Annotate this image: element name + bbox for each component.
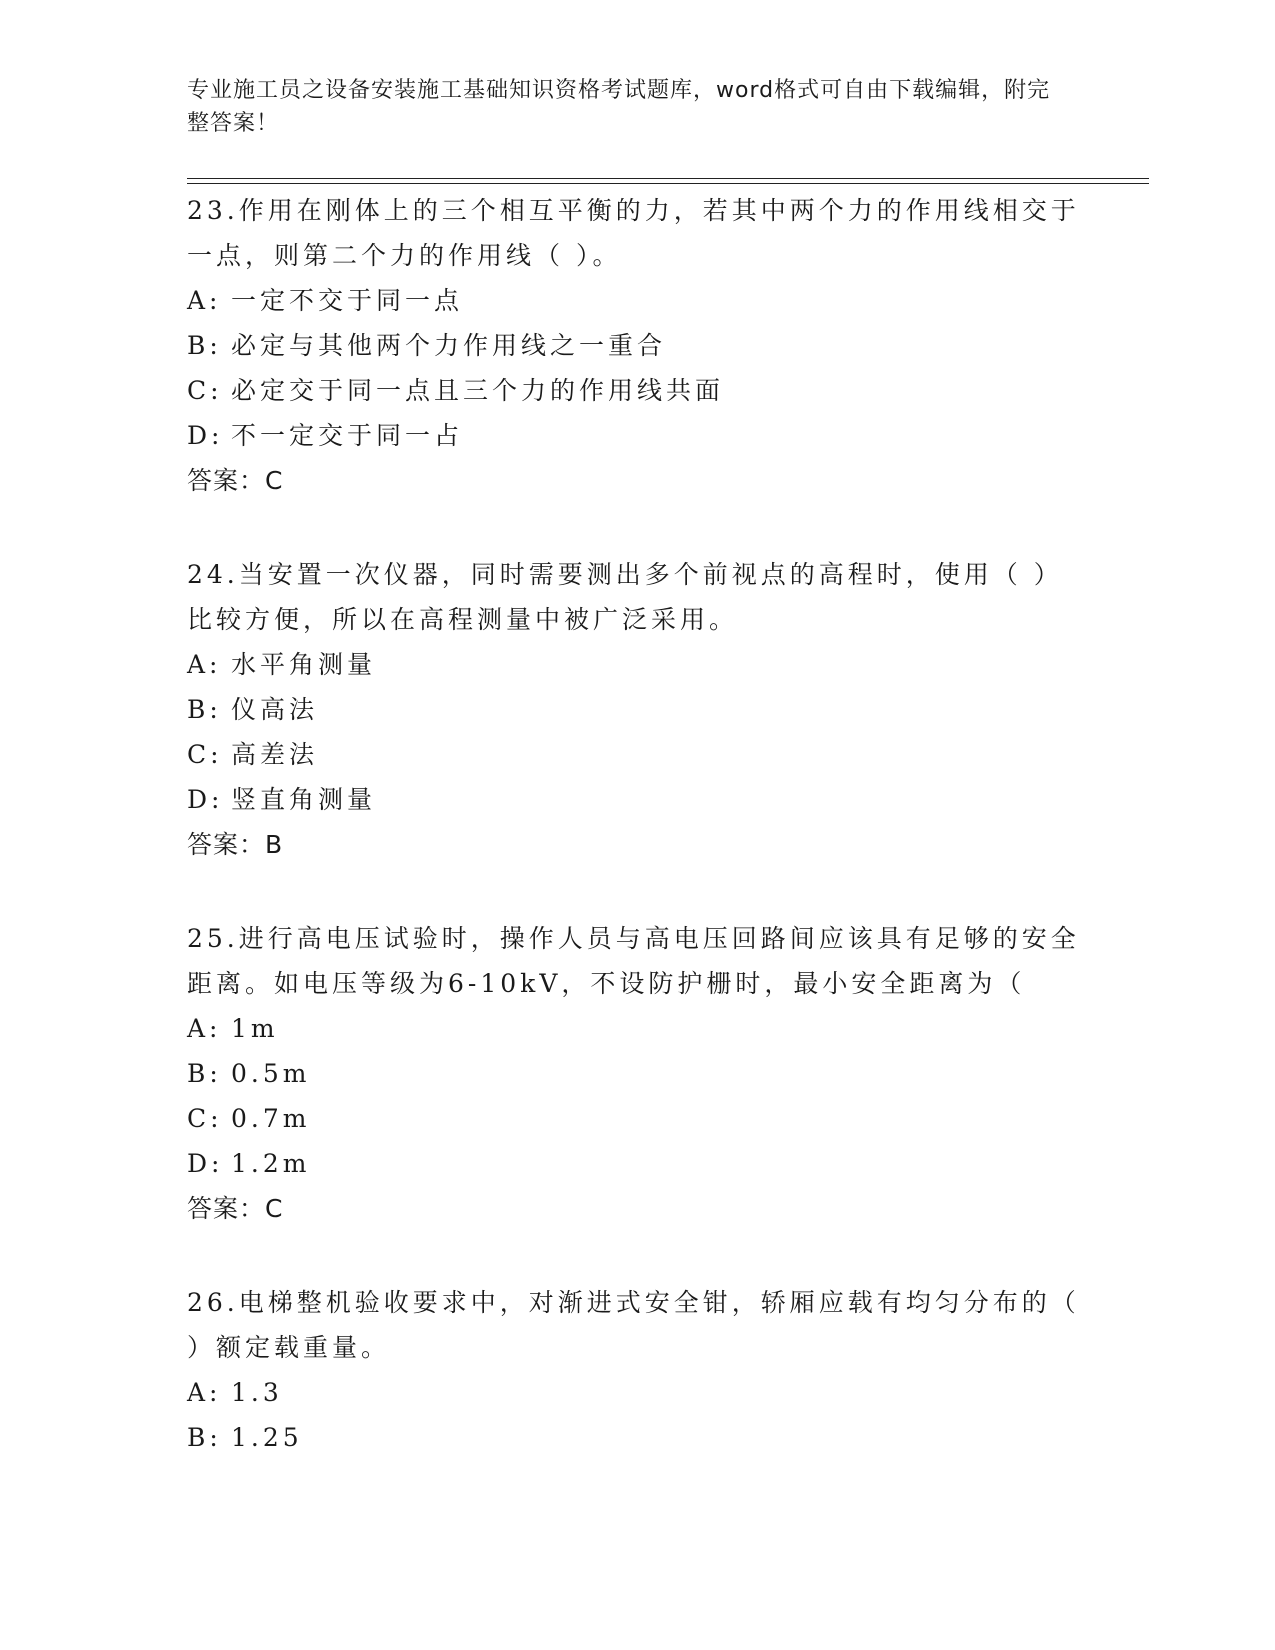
option-text: 不一定交于同一占 (231, 421, 464, 450)
answer-line: 答案：B (187, 830, 284, 859)
option-key: B: (187, 331, 222, 360)
option-key: A: (187, 1014, 222, 1043)
option-text: 0.7m (231, 1104, 311, 1133)
option-key: C: (187, 376, 223, 405)
option-b (187, 1051, 1087, 1096)
option-key: A: (187, 286, 222, 315)
option-text: 水平角测量 (231, 650, 377, 679)
question-stem: 26.电梯整机验收要求中，对渐进式安全钳，轿厢应载有均匀分布的（ ）额定载重量。 (187, 1288, 1080, 1362)
option-c (187, 1096, 1087, 1141)
header-divider-bottom (187, 183, 1149, 184)
option-b (187, 1415, 1087, 1460)
option-d (187, 1141, 1087, 1186)
option-key: A: (187, 1378, 222, 1407)
header-divider-top (187, 178, 1149, 179)
document-header: 专业施工员之设备安装施工基础知识资格考试题库，word格式可自由下载编辑，附完整答案！ (187, 78, 1051, 136)
answer-line: 答案：C (187, 466, 284, 495)
option-key: D: (187, 1149, 224, 1178)
question-23 (187, 188, 1087, 503)
option-a (187, 1006, 1087, 1051)
question-stem: 25.进行高电压试验时，操作人员与高电压回路间应该具有足够的安全距离。如电压等级为6-10kV，不设防护栅时，最小安全距离为（ (187, 924, 1080, 998)
question-stem: 24.当安置一次仪器，同时需要测出多个前视点的高程时，使用（ ）比较方便，所以在高程测量中被广泛采用。 (187, 560, 1063, 634)
option-key: B: (187, 1423, 222, 1452)
option-key: C: (187, 740, 223, 769)
option-d (187, 777, 1087, 822)
option-text: 1.25 (231, 1423, 303, 1452)
option-key: B: (187, 695, 222, 724)
question-26 (187, 1280, 1087, 1460)
option-a (187, 1370, 1087, 1415)
option-a (187, 642, 1087, 687)
option-text: 仪高法 (231, 695, 319, 724)
question-24 (187, 552, 1087, 867)
option-key: D: (187, 785, 224, 814)
option-text: 必定与其他两个力作用线之一重合 (231, 331, 667, 360)
option-text: 1.2m (231, 1149, 311, 1178)
option-a (187, 278, 1087, 323)
question-25 (187, 916, 1087, 1231)
option-text: 竖直角测量 (231, 785, 377, 814)
option-text: 0.5m (231, 1059, 311, 1088)
option-text: 一定不交于同一点 (231, 286, 464, 315)
option-b (187, 323, 1087, 368)
option-key: B: (187, 1059, 222, 1088)
option-b (187, 687, 1087, 732)
option-text: 必定交于同一点且三个力的作用线共面 (231, 376, 725, 405)
option-d (187, 413, 1087, 458)
option-key: D: (187, 421, 224, 450)
option-key: C: (187, 1104, 223, 1133)
question-stem: 23.作用在刚体上的三个相互平衡的力，若其中两个力的作用线相交于一点，则第二个力的作用线（ ）。 (187, 196, 1080, 270)
option-c (187, 368, 1087, 413)
option-key: A: (187, 650, 222, 679)
option-text: 1m (231, 1014, 279, 1043)
answer-line: 答案：C (187, 1194, 284, 1223)
option-c (187, 732, 1087, 777)
option-text: 高差法 (231, 740, 319, 769)
option-text: 1.3 (231, 1378, 283, 1407)
